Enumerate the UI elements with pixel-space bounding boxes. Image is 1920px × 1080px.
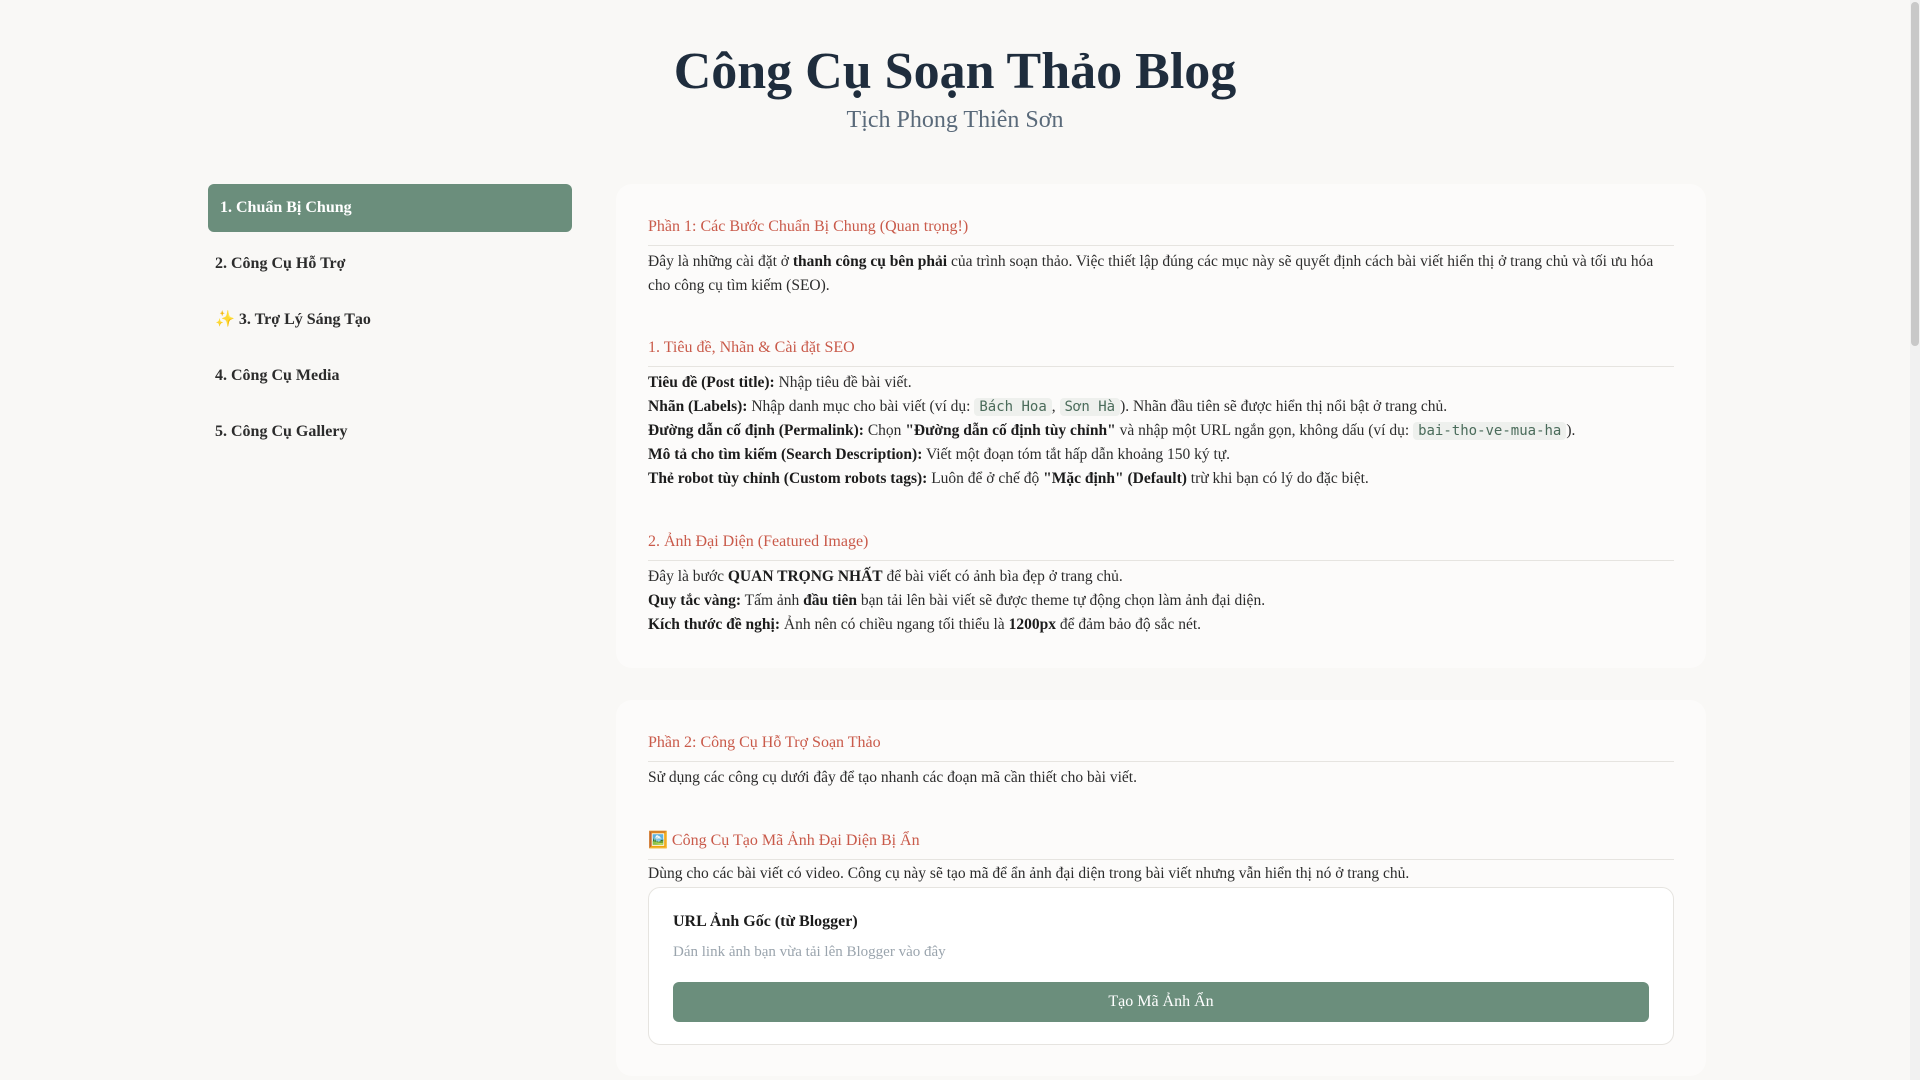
golden-rule-line [648,589,1674,613]
robots-label: Thẻ robot tùy chỉnh (Custom robots tags): [648,470,928,487]
part1-intro [648,250,1674,298]
intro-text: Đây là những cài đặt ở [648,253,793,270]
sidebar-item-tro-ly-sang-tao[interactable]: ✨ 3. Trợ Lý Sáng Tạo [215,311,371,328]
page-subtitle: Tịch Phong Thiên Sơn [846,107,1064,133]
hidden-image-tool-desc: Dùng cho các bài viết có video. Công cụ này sẽ tạo mã để ẩn ảnh đại diện trong bài viết nhưng vẫn hiển thị nó ở trang chủ. [648,865,1410,882]
robots-text-end: trừ khi bạn có lý do đặc biệt. [1186,470,1369,487]
featured-text-end: để bài viết có ảnh bìa đẹp ở trang chủ. [882,568,1123,585]
post-title-label: Tiêu đề (Post title): [648,374,775,391]
sidebar-item-chuan-bi-chung[interactable]: 1. Chuẩn Bị Chung [208,184,572,232]
label-example-code: Sơn Hà [1060,398,1121,416]
image-url-input[interactable] [673,940,1649,964]
permalink-example-code: bai-tho-ve-mua-ha [1413,422,1566,440]
generate-hidden-image-button[interactable]: Tạo Mã Ảnh Ẩn [673,982,1649,1022]
part2-title: Phần 2: Công Cụ Hỗ Trợ Soạn Thảo [648,734,1674,762]
tool-title-text: Công Cụ Tạo Mã Ảnh Đại Diện Bị Ẩn [671,832,920,849]
description-text: Viết một đoạn tóm tắt hấp dẫn khoảng 150 ký tự. [922,446,1231,463]
post-title-line [648,371,1674,395]
featured-text: Đây là bước [648,568,728,585]
size-label: Kích thước đề nghị: [648,616,780,633]
part2-card [616,700,1706,1076]
robots-text: Luôn để ở chế độ [927,470,1044,487]
permalink-label: Đường dẫn cố định (Permalink): [648,422,864,439]
permalink-text-end: ). [1566,422,1576,439]
image-url-label: URL Ảnh Gốc (từ Blogger) [673,913,858,930]
page-title: Công Cụ Soạn Thảo Blog [673,43,1237,100]
labels-sep: , [1051,398,1060,415]
featured-bold: QUAN TRỌNG NHẤT [727,568,883,585]
hidden-image-tool-box [648,887,1674,1045]
part2-intro: Sử dụng các công cụ dưới đây để tạo nhanh các đoạn mã cần thiết cho bài viết. [648,769,1137,786]
permalink-option: "Đường dẫn cố định tùy chỉnh" [905,422,1116,439]
permalink-line [648,419,1674,443]
sidebar-item-cong-cu-ho-tro[interactable]: 2. Công Cụ Hỗ Trợ [215,255,346,272]
labels-label: Nhãn (Labels): [648,398,748,415]
golden-rule-bold: đầu tiên [803,592,857,609]
size-bold: 1200px [1008,616,1056,633]
part1-card [616,184,1706,668]
size-line [648,613,1674,637]
sidebar-item-cong-cu-gallery[interactable]: 5. Công Cụ Gallery [215,423,348,440]
sidebar-item-cong-cu-media[interactable]: 4. Công Cụ Media [215,367,340,384]
labels-text: Nhập danh mục cho bài viết (ví dụ: [747,398,975,415]
permalink-text: Chọn [863,422,906,439]
labels-text-end: ). Nhãn đầu tiên sẽ được hiển thị nổi bật ở trang chủ. [1120,398,1448,415]
label-example-code: Bách Hoa [974,398,1051,416]
labels-line [648,395,1674,419]
intro-text-end: của trình soạn thảo. Việc thiết lập đúng các mục này sẽ quyết định cách bài viết hiển thị ở trang chủ và tối ưu hóa cho công cụ tìm kiếm (SEO). [648,253,1654,294]
hidden-image-tool-title [648,830,1674,860]
description-line [648,443,1674,467]
part1-s1-title: 1. Tiêu đề, Nhãn & Cài đặt SEO [648,339,1674,367]
permalink-text-mid: và nhập một URL ngắn gọn, không dấu (ví dụ: [1115,422,1414,439]
robots-line [648,467,1674,491]
part1-title: Phần 1: Các Bước Chuẩn Bị Chung (Quan trọng!) [648,218,1674,246]
post-title-text: Nhập tiêu đề bài viết. [774,374,912,391]
intro-bold: thanh công cụ bên phải [792,253,948,270]
scrollbar-thumb[interactable] [1911,2,1919,346]
golden-rule-label: Quy tắc vàng: [648,592,741,609]
sidebar-nav [208,184,572,464]
size-text-end: để đảm bảo độ sắc nét. [1055,616,1202,633]
description-label: Mô tả cho tìm kiếm (Search Description): [648,446,923,463]
picture-icon: 🖼️ [648,832,668,849]
featured-line [648,565,1674,589]
scrollbar[interactable] [1910,0,1920,1080]
part1-s2-title: 2. Ảnh Đại Diện (Featured Image) [648,533,1674,561]
robots-default: "Mặc định" (Default) [1043,470,1187,487]
size-text: Ảnh nên có chiều ngang tối thiểu là [780,616,1009,633]
golden-rule-text: Tấm ảnh [741,592,804,609]
golden-rule-text-end: bạn tải lên bài viết sẽ được theme tự động chọn làm ảnh đại diện. [856,592,1266,609]
